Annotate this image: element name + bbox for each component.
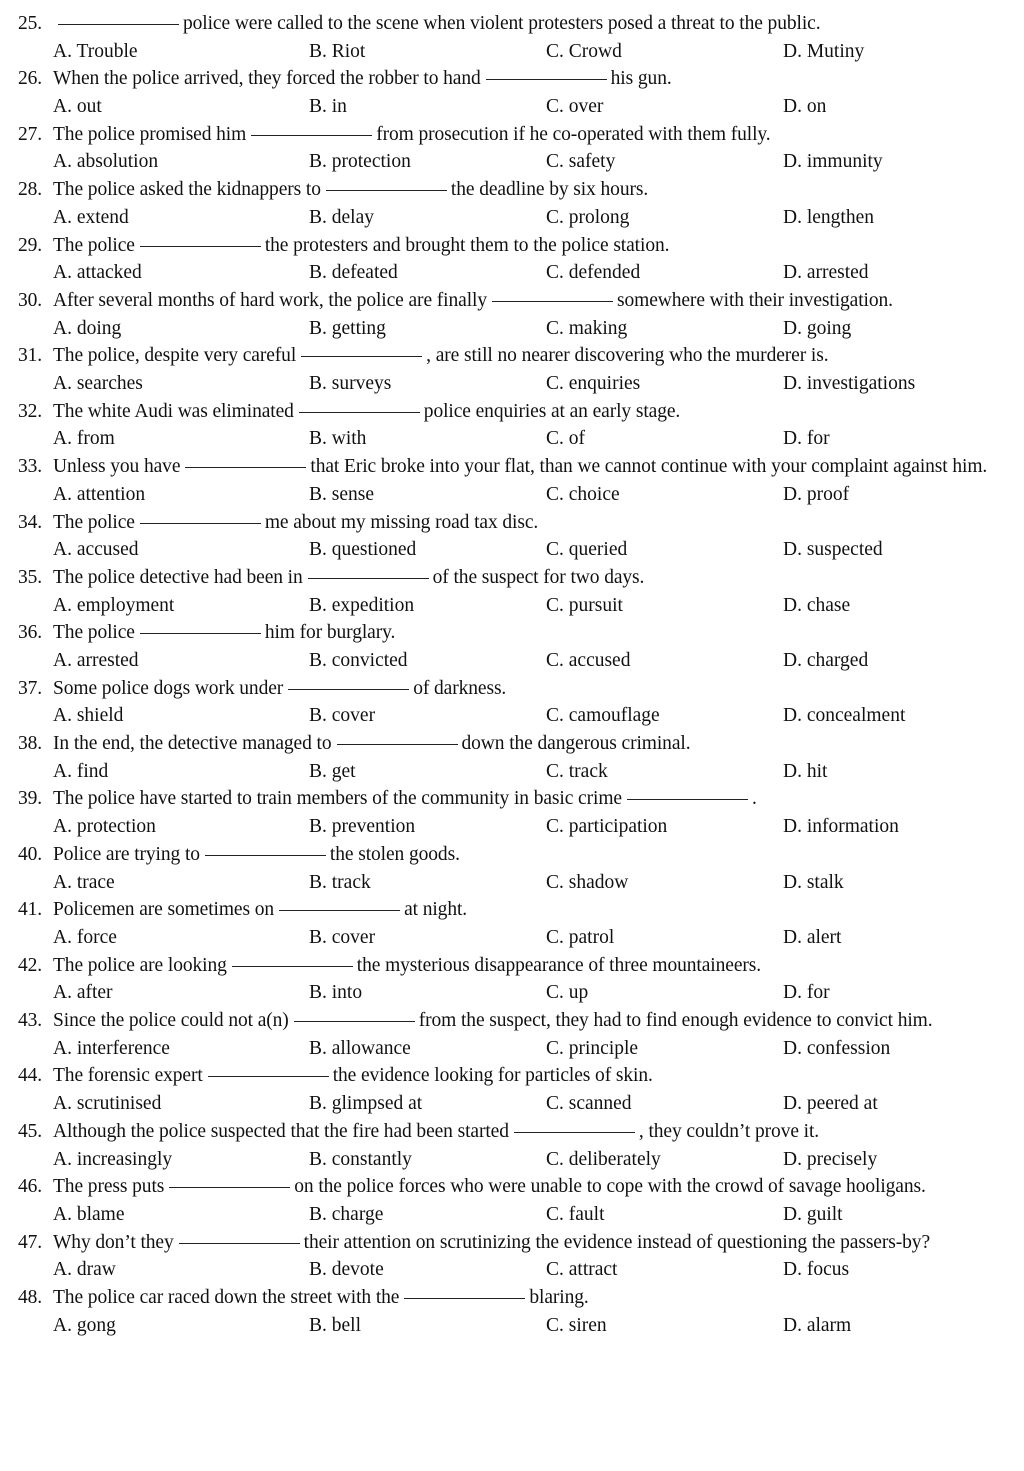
option-b: B. in: [309, 96, 347, 118]
options-row: [0, 259, 1024, 287]
question-item: [0, 896, 1024, 951]
answer-blank: [185, 466, 306, 468]
question-item: [0, 176, 1024, 231]
question-text-before-blank: The forensic expert: [53, 1065, 203, 1087]
question-text-after-blank: the stolen goods.: [329, 843, 460, 865]
question-number: 44.: [18, 1065, 43, 1087]
option-b: B. delay: [309, 206, 374, 228]
option-a: A. shield: [53, 705, 124, 727]
options-row: [0, 813, 1024, 841]
answer-blank: [492, 300, 613, 302]
question-stem: [0, 1173, 1024, 1201]
question-item: [0, 1007, 1024, 1062]
option-a: A. increasingly: [53, 1148, 173, 1170]
answer-blank: [326, 189, 447, 191]
options-row: [0, 979, 1024, 1007]
question-number: 39.: [18, 788, 43, 810]
question-stem: [0, 10, 1024, 38]
option-c: C. pursuit: [546, 594, 623, 616]
question-text-after-blank: of darkness.: [413, 677, 507, 699]
question-item: [0, 1118, 1024, 1173]
question-text-before-blank: The press puts: [53, 1176, 165, 1198]
option-d: D. confession: [783, 1037, 891, 1059]
question-item: [0, 398, 1024, 453]
question-text-after-blank: police enquiries at an early stage.: [423, 400, 681, 422]
question-text-after-blank: on the police forces who were unable to cope with the crowd of savage hooligans.: [294, 1176, 926, 1198]
question-text-before-blank: The police have started to train members of the community in basic crime: [53, 788, 622, 810]
question-number: 48.: [18, 1286, 43, 1308]
option-b: B. defeated: [309, 262, 398, 284]
question-stem: [0, 121, 1024, 149]
question-stem: [0, 509, 1024, 537]
option-c: C. patrol: [546, 926, 615, 948]
option-b: B. devote: [309, 1259, 384, 1281]
option-d: D. going: [783, 317, 852, 339]
question-text-after-blank: the protesters and brought them to the police station.: [264, 234, 670, 256]
options-row: [0, 38, 1024, 66]
question-number: 26.: [18, 68, 43, 90]
option-d: D. peered at: [783, 1093, 878, 1115]
question-stem: [0, 619, 1024, 647]
option-c: C. principle: [546, 1037, 639, 1059]
answer-blank: [208, 1075, 329, 1077]
option-a: A. out: [53, 96, 102, 118]
question-number: 33.: [18, 456, 43, 478]
question-text-before-blank: The police, despite very careful: [53, 345, 297, 367]
question-item: [0, 10, 1024, 65]
question-number: 31.: [18, 345, 43, 367]
answer-blank: [279, 909, 400, 911]
question-stem: [0, 1284, 1024, 1312]
question-stem: [0, 232, 1024, 260]
option-a: A. employment: [53, 594, 175, 616]
question-stem: [0, 65, 1024, 93]
option-a: A. accused: [53, 539, 139, 561]
question-text-before-blank: Since the police could not a(n): [53, 1010, 289, 1032]
option-d: D. on: [783, 96, 827, 118]
option-d: D. for: [783, 982, 830, 1004]
option-b: B. track: [309, 871, 371, 893]
option-b: B. expedition: [309, 594, 415, 616]
question-number: 27.: [18, 123, 43, 145]
question-text-before-blank: In the end, the detective managed to: [53, 733, 332, 755]
question-number: 30.: [18, 289, 43, 311]
answer-blank: [337, 743, 458, 745]
option-b: B. charge: [309, 1203, 384, 1225]
option-c: C. accused: [546, 650, 631, 671]
option-c: C. attract: [546, 1259, 618, 1281]
option-d: D. for: [783, 428, 830, 450]
option-a: A. trace: [53, 871, 115, 893]
question-text-after-blank: .: [751, 788, 757, 810]
answer-blank: [140, 522, 261, 524]
answer-blank: [232, 965, 353, 967]
question-stem: [0, 342, 1024, 370]
question-text-before-blank: Unless you have: [53, 456, 181, 478]
options-row: [0, 647, 1024, 675]
option-c: C. up: [546, 982, 589, 1004]
question-stem: [0, 785, 1024, 813]
question-text-after-blank: me about my missing road tax disc.: [264, 511, 539, 533]
option-c: C. camouflage: [546, 705, 660, 727]
option-b: B. prevention: [309, 816, 416, 838]
option-b: B. convicted: [309, 650, 408, 671]
option-b: B. surveys: [309, 373, 392, 395]
answer-blank: [514, 1131, 635, 1133]
options-row: [0, 481, 1024, 509]
option-d: D. investigations: [783, 373, 916, 395]
question-text-before-blank: The police: [53, 511, 135, 533]
options-row: [0, 1090, 1024, 1118]
option-c: C. track: [546, 760, 608, 782]
option-d: D. alarm: [783, 1314, 852, 1336]
question-text-before-blank: When the police arrived, they forced the robber to hand: [53, 68, 481, 90]
question-number: 35.: [18, 566, 43, 588]
question-text-after-blank: , are still no nearer discovering who the murderer is.: [426, 345, 829, 367]
answer-blank: [179, 1242, 300, 1244]
option-d: D. proof: [783, 483, 850, 505]
option-b: B. getting: [309, 317, 386, 339]
question-item: [0, 1229, 1024, 1284]
question-stem: [0, 952, 1024, 980]
question-text-before-blank: The police promised him: [53, 123, 247, 145]
option-c: C. Crowd: [546, 40, 622, 62]
answer-blank: [299, 411, 420, 413]
options-row: [0, 148, 1024, 176]
options-row: [0, 869, 1024, 897]
option-d: D. suspected: [783, 539, 883, 561]
question-number: 45.: [18, 1120, 43, 1142]
question-text-after-blank: the evidence looking for particles of skin.: [332, 1065, 653, 1087]
option-d: D. lengthen: [783, 206, 874, 228]
option-a: A. from: [53, 428, 115, 450]
question-number: 25.: [18, 13, 43, 34]
option-a: A. after: [53, 982, 113, 1004]
option-b: B. allowance: [309, 1037, 411, 1059]
question-stem: [0, 896, 1024, 924]
options-row: [0, 93, 1024, 121]
option-a: A. doing: [53, 317, 122, 339]
question-item: [0, 509, 1024, 564]
option-b: B. Riot: [309, 40, 366, 62]
options-row: [0, 1035, 1024, 1063]
option-d: D. alert: [783, 926, 842, 948]
answer-blank: [288, 688, 409, 690]
option-b: B. bell: [309, 1314, 361, 1336]
question-stem: [0, 1229, 1024, 1257]
answer-blank: [627, 798, 748, 800]
question-item: [0, 453, 1024, 508]
question-stem: [0, 675, 1024, 703]
answer-blank: [140, 632, 261, 634]
options-row: [0, 370, 1024, 398]
option-a: A. force: [53, 926, 117, 948]
option-b: B. questioned: [309, 539, 417, 561]
answer-blank: [301, 355, 422, 357]
option-d: D. immunity: [783, 151, 883, 173]
question-item: [0, 730, 1024, 785]
option-c: C. participation: [546, 816, 668, 838]
answer-blank: [205, 854, 326, 856]
option-c: C. of: [546, 428, 585, 450]
question-item: [0, 1062, 1024, 1117]
option-d: D. information: [783, 816, 899, 838]
option-d: D. chase: [783, 594, 851, 616]
question-item: [0, 1173, 1024, 1228]
option-c: C. making: [546, 317, 628, 339]
option-d: D. concealment: [783, 705, 906, 727]
option-a: A. gong: [53, 1314, 116, 1336]
question-text-before-blank: Police are trying to: [53, 843, 200, 865]
question-text-before-blank: The police asked the kidnappers to: [53, 179, 321, 201]
option-a: A. scrutinised: [53, 1093, 162, 1115]
question-text-before-blank: The police are looking: [53, 954, 227, 976]
option-a: A. arrested: [53, 650, 139, 671]
question-text-after-blank: from prosecution if he co-operated with them fully.: [376, 123, 771, 145]
question-item: [0, 342, 1024, 397]
option-a: A. absolution: [53, 151, 159, 173]
answer-blank: [486, 78, 607, 80]
option-c: C. defended: [546, 262, 641, 284]
question-text-before-blank: The white Audi was eliminated: [53, 400, 294, 422]
question-item: [0, 232, 1024, 287]
answer-blank: [251, 134, 372, 136]
answer-blank: [58, 23, 179, 25]
option-b: B. sense: [309, 483, 374, 505]
question-text-before-blank: After several months of hard work, the police are finally: [53, 289, 487, 311]
question-number: 37.: [18, 677, 43, 699]
option-c: C. prolong: [546, 206, 630, 228]
question-text-after-blank: his gun.: [610, 68, 672, 90]
question-stem: [0, 1062, 1024, 1090]
options-row: [0, 758, 1024, 786]
option-a: A. extend: [53, 206, 129, 228]
question-number: 38.: [18, 733, 43, 755]
question-text-after-blank: from the suspect, they had to find enough evidence to convict him.: [418, 1010, 933, 1032]
options-row: [0, 536, 1024, 564]
option-c: C. safety: [546, 151, 616, 173]
question-text-after-blank: blaring.: [529, 1286, 589, 1308]
answer-blank: [404, 1297, 525, 1299]
question-text-before-blank: Policemen are sometimes on: [53, 899, 275, 921]
option-c: C. queried: [546, 539, 628, 561]
options-row: [0, 924, 1024, 952]
question-number: 41.: [18, 899, 43, 921]
options-row: [0, 1312, 1024, 1340]
option-a: A. interference: [53, 1037, 170, 1059]
question-stem: [0, 1118, 1024, 1146]
option-c: C. shadow: [546, 871, 629, 893]
question-text-after-blank: down the dangerous criminal.: [461, 733, 691, 755]
answer-blank: [294, 1020, 415, 1022]
question-number: 46.: [18, 1176, 43, 1198]
question-number: 40.: [18, 843, 43, 865]
options-row: [0, 204, 1024, 232]
question-item: [0, 564, 1024, 619]
options-row: [0, 702, 1024, 730]
question-item: [0, 952, 1024, 1007]
option-b: B. into: [309, 982, 363, 1004]
question-stem: [0, 398, 1024, 426]
option-c: C. deliberately: [546, 1148, 661, 1170]
question-text-before-blank: Why don’t they: [53, 1231, 174, 1253]
options-row: [0, 1146, 1024, 1174]
question-stem: [0, 730, 1024, 758]
question-item: [0, 785, 1024, 840]
option-d: D. precisely: [783, 1148, 878, 1170]
question-text-after-blank: that Eric broke into your flat, than we cannot continue with your complaint against him.: [310, 456, 988, 478]
question-text-after-blank: their attention on scrutinizing the evidence instead of questioning the passers-by?: [303, 1231, 930, 1253]
option-d: D. charged: [783, 650, 869, 671]
option-b: B. get: [309, 760, 356, 782]
question-text-before-blank: Although the police suspected that the fire had been started: [53, 1120, 509, 1142]
option-c: C. enquiries: [546, 373, 641, 395]
question-item: [0, 121, 1024, 176]
option-b: B. cover: [309, 705, 376, 727]
option-c: C. over: [546, 96, 604, 118]
question-number: 29.: [18, 234, 43, 256]
option-d: D. Mutiny: [783, 40, 865, 62]
option-b: B. with: [309, 428, 367, 450]
option-d: D. arrested: [783, 262, 869, 284]
option-c: C. choice: [546, 483, 620, 505]
question-item: [0, 841, 1024, 896]
option-a: A. attention: [53, 483, 146, 505]
answer-blank: [169, 1186, 290, 1188]
option-d: D. focus: [783, 1259, 850, 1281]
question-text-after-blank: police were called to the scene when violent protesters posed a threat to the public.: [183, 13, 821, 34]
question-number: 28.: [18, 179, 43, 201]
question-text-after-blank: somewhere with their investigation.: [616, 289, 893, 311]
option-a: A. Trouble: [53, 40, 138, 62]
option-a: A. attacked: [53, 262, 142, 284]
options-row: [0, 592, 1024, 620]
question-number: 43.: [18, 1010, 43, 1032]
question-stem: [0, 453, 1024, 481]
options-row: [0, 1201, 1024, 1229]
question-item: [0, 619, 1024, 674]
options-row: [0, 425, 1024, 453]
option-b: B. protection: [309, 151, 411, 173]
question-text-after-blank: of the suspect for two days.: [432, 566, 645, 588]
question-number: 36.: [18, 622, 43, 644]
options-row: [0, 1256, 1024, 1284]
option-a: A. protection: [53, 816, 156, 838]
question-stem: [0, 564, 1024, 592]
question-text-after-blank: the mysterious disappearance of three mountaineers.: [356, 954, 762, 976]
question-text-after-blank: at night.: [404, 899, 468, 921]
option-a: A. draw: [53, 1259, 116, 1281]
question-stem: [0, 841, 1024, 869]
options-row: [0, 315, 1024, 343]
option-d: D. hit: [783, 760, 828, 782]
question-number: 42.: [18, 954, 43, 976]
question-stem: [0, 176, 1024, 204]
option-a: A. searches: [53, 373, 143, 395]
option-b: B. constantly: [309, 1148, 412, 1170]
question-item: [0, 65, 1024, 120]
question-number: 34.: [18, 511, 43, 533]
question-number: 32.: [18, 400, 43, 422]
question-text-before-blank: The police: [53, 622, 135, 644]
answer-blank: [308, 577, 429, 579]
question-text-after-blank: the deadline by six hours.: [450, 179, 649, 201]
question-item: [0, 1284, 1024, 1339]
question-number: 47.: [18, 1231, 43, 1253]
question-stem: [0, 287, 1024, 315]
question-item: [0, 675, 1024, 730]
option-d: D. guilt: [783, 1203, 843, 1225]
option-b: B. cover: [309, 926, 376, 948]
question-item: [0, 287, 1024, 342]
question-text-after-blank: him for burglary.: [264, 622, 396, 644]
question-text-after-blank: , they couldn’t prove it.: [638, 1120, 820, 1142]
option-b: B. glimpsed at: [309, 1093, 423, 1115]
question-text-before-blank: The police: [53, 234, 135, 256]
option-a: A. find: [53, 760, 109, 782]
question-text-before-blank: Some police dogs work under: [53, 677, 284, 699]
answer-blank: [140, 245, 261, 247]
question-text-before-blank: The police car raced down the street with the: [53, 1286, 400, 1308]
question-stem: [0, 1007, 1024, 1035]
question-text-before-blank: The police detective had been in: [53, 566, 303, 588]
option-a: A. blame: [53, 1203, 125, 1225]
option-d: D. stalk: [783, 871, 844, 893]
option-c: C. scanned: [546, 1093, 632, 1115]
option-c: C. fault: [546, 1203, 605, 1225]
option-c: C. siren: [546, 1314, 607, 1336]
